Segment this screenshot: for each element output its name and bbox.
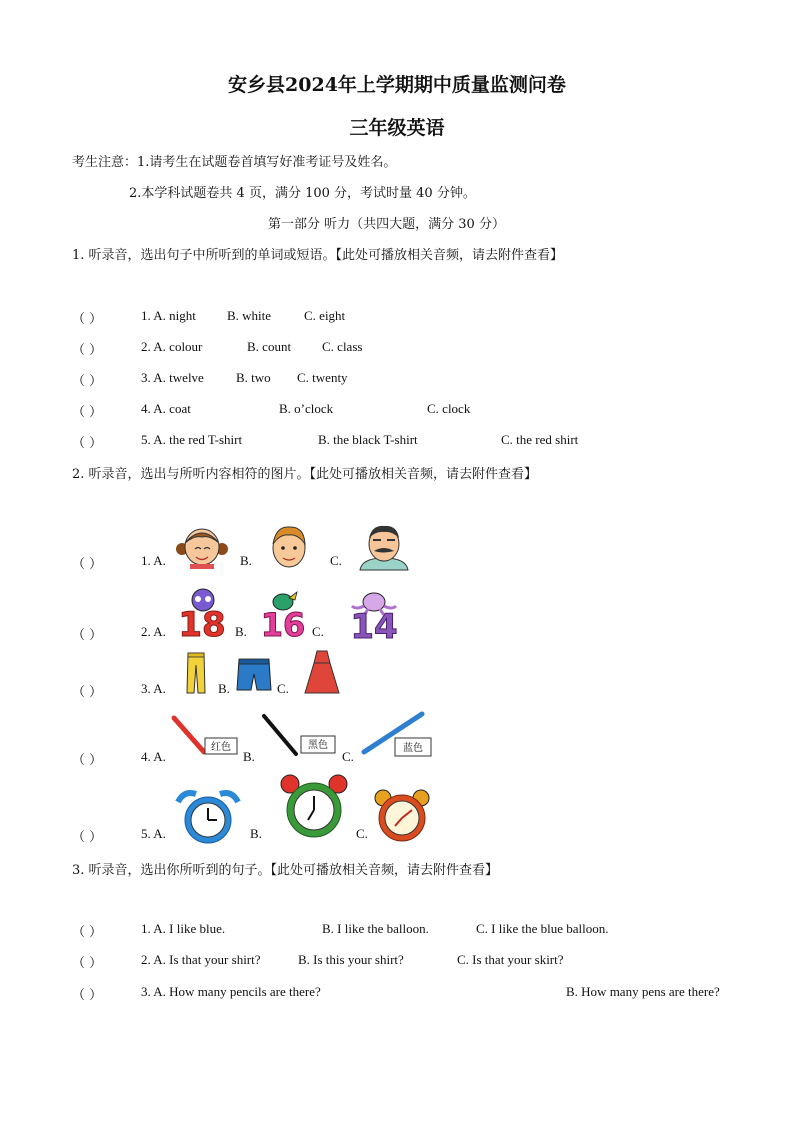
- option-c-label: C.: [330, 553, 342, 568]
- man-face-icon[interactable]: [358, 524, 410, 570]
- answer-blank[interactable]: （ ）: [72, 343, 103, 358]
- option-c-label: C.: [342, 749, 354, 764]
- option-c: C. Is that your skirt?: [457, 952, 564, 967]
- boy-face-icon[interactable]: [268, 524, 310, 570]
- answer-blank[interactable]: （ ）: [72, 685, 103, 700]
- option-b: B. How many pens are there?: [566, 984, 720, 999]
- option-c-label: C.: [277, 681, 289, 696]
- option-b: B. two: [236, 370, 271, 385]
- notice-text-1: 1.请考生在试题卷首填写好准考证号及姓名。: [137, 155, 397, 170]
- notice-line-1: [72, 151, 396, 170]
- option-a-label: 3. A.: [141, 681, 166, 696]
- section-2-instruction: 2. 听录音，选出与所听内容相符的图片。【此处可播放相关音频，请去附件查看】: [72, 467, 538, 482]
- answer-blank[interactable]: （ ）: [72, 925, 103, 940]
- option-b: B. Is this your shirt?: [298, 952, 404, 967]
- option-b-label: B.: [243, 749, 255, 764]
- orange-alarm-clock-icon[interactable]: [373, 788, 431, 842]
- option-c-label: C.: [312, 624, 324, 639]
- notice-label: 考生注意：: [72, 155, 138, 170]
- shorts-icon[interactable]: [236, 656, 272, 694]
- answer-blank[interactable]: （ ）: [72, 405, 103, 420]
- option-c: C. clock: [427, 401, 471, 416]
- option-b: B. I like the balloon.: [322, 921, 429, 936]
- option-a: 4. A. coat: [141, 401, 191, 416]
- section-1-instruction: 1. 听录音，选出句子中所听到的单词或短语。【此处可播放相关音频，请去附件查看】: [72, 248, 564, 263]
- number-14-text: 14: [350, 607, 398, 647]
- answer-blank[interactable]: （ ）: [72, 753, 103, 768]
- answer-blank[interactable]: （ ）: [72, 830, 103, 845]
- number-18-text: 18: [178, 605, 226, 645]
- number-16-icon[interactable]: [253, 590, 313, 644]
- answer-blank[interactable]: （ ）: [72, 557, 103, 572]
- blue-label: 蓝色: [403, 743, 423, 754]
- option-a: 5. A. the red T-shirt: [141, 432, 243, 447]
- option-b: B. o’clock: [279, 401, 334, 416]
- option-b: B. the black T-shirt: [318, 432, 418, 447]
- trousers-icon[interactable]: [184, 651, 208, 695]
- option-a: 2. A. Is that your shirt?: [141, 952, 261, 967]
- page-title: 安乡县2024年上学期期中质量监测问卷: [228, 74, 566, 96]
- option-c: C. twenty: [297, 370, 348, 385]
- answer-blank[interactable]: （ ）: [72, 628, 103, 643]
- blue-alarm-clock-icon[interactable]: [172, 790, 244, 842]
- option-a: 2. A. colour: [141, 339, 203, 354]
- option-a: 3. A. twelve: [141, 370, 204, 385]
- answer-blank[interactable]: （ ）: [72, 988, 103, 1003]
- section-3-instruction: 3. 听录音，选出你所听到的句子。【此处可播放相关音频，请去附件查看】: [72, 863, 499, 878]
- option-b-label: B.: [218, 681, 230, 696]
- page-subtitle: 三年级英语: [349, 117, 445, 139]
- answer-blank[interactable]: （ ）: [72, 956, 103, 971]
- option-c: C. the red shirt: [501, 432, 579, 447]
- option-b-label: B.: [235, 624, 247, 639]
- option-c: C. eight: [304, 308, 346, 323]
- red-pen-icon[interactable]: [170, 714, 240, 760]
- black-pen-icon[interactable]: [260, 712, 340, 760]
- option-a-label: 5. A.: [141, 826, 166, 841]
- option-b: B. count: [247, 339, 292, 354]
- option-c: C. I like the blue balloon.: [476, 921, 609, 936]
- option-a: 1. A. night: [141, 308, 196, 323]
- option-b-label: B.: [240, 553, 252, 568]
- option-c: C. class: [322, 339, 363, 354]
- black-label: 黑色: [308, 740, 328, 751]
- number-16-text: 16: [260, 606, 306, 644]
- answer-blank[interactable]: （ ）: [72, 312, 103, 327]
- option-a-label: 4. A.: [141, 749, 166, 764]
- option-b: B. white: [227, 308, 272, 323]
- number-14-icon[interactable]: [338, 590, 408, 647]
- answer-blank[interactable]: （ ）: [72, 436, 103, 451]
- dress-icon[interactable]: [304, 649, 340, 695]
- option-a-label: 2. A.: [141, 624, 166, 639]
- answer-blank[interactable]: （ ）: [72, 374, 103, 389]
- part-heading: 第一部分 听力（共四大题，满分 30 分）: [268, 217, 505, 232]
- number-18-icon[interactable]: [172, 588, 232, 645]
- option-a: 1. A. I like blue.: [141, 921, 226, 936]
- blue-pen-icon[interactable]: [360, 710, 436, 762]
- option-c-label: C.: [356, 826, 368, 841]
- option-a: 3. A. How many pencils are there?: [141, 984, 321, 999]
- notice-line-2: 2.本学科试题卷共 4 页，满分 100 分，考试时量 40 分钟。: [129, 186, 476, 201]
- option-b-label: B.: [250, 826, 262, 841]
- green-alarm-clock-icon[interactable]: [278, 774, 350, 840]
- red-label: 红色: [211, 742, 231, 753]
- girl-face-icon[interactable]: [176, 525, 228, 569]
- option-a-label: 1. A.: [141, 553, 166, 568]
